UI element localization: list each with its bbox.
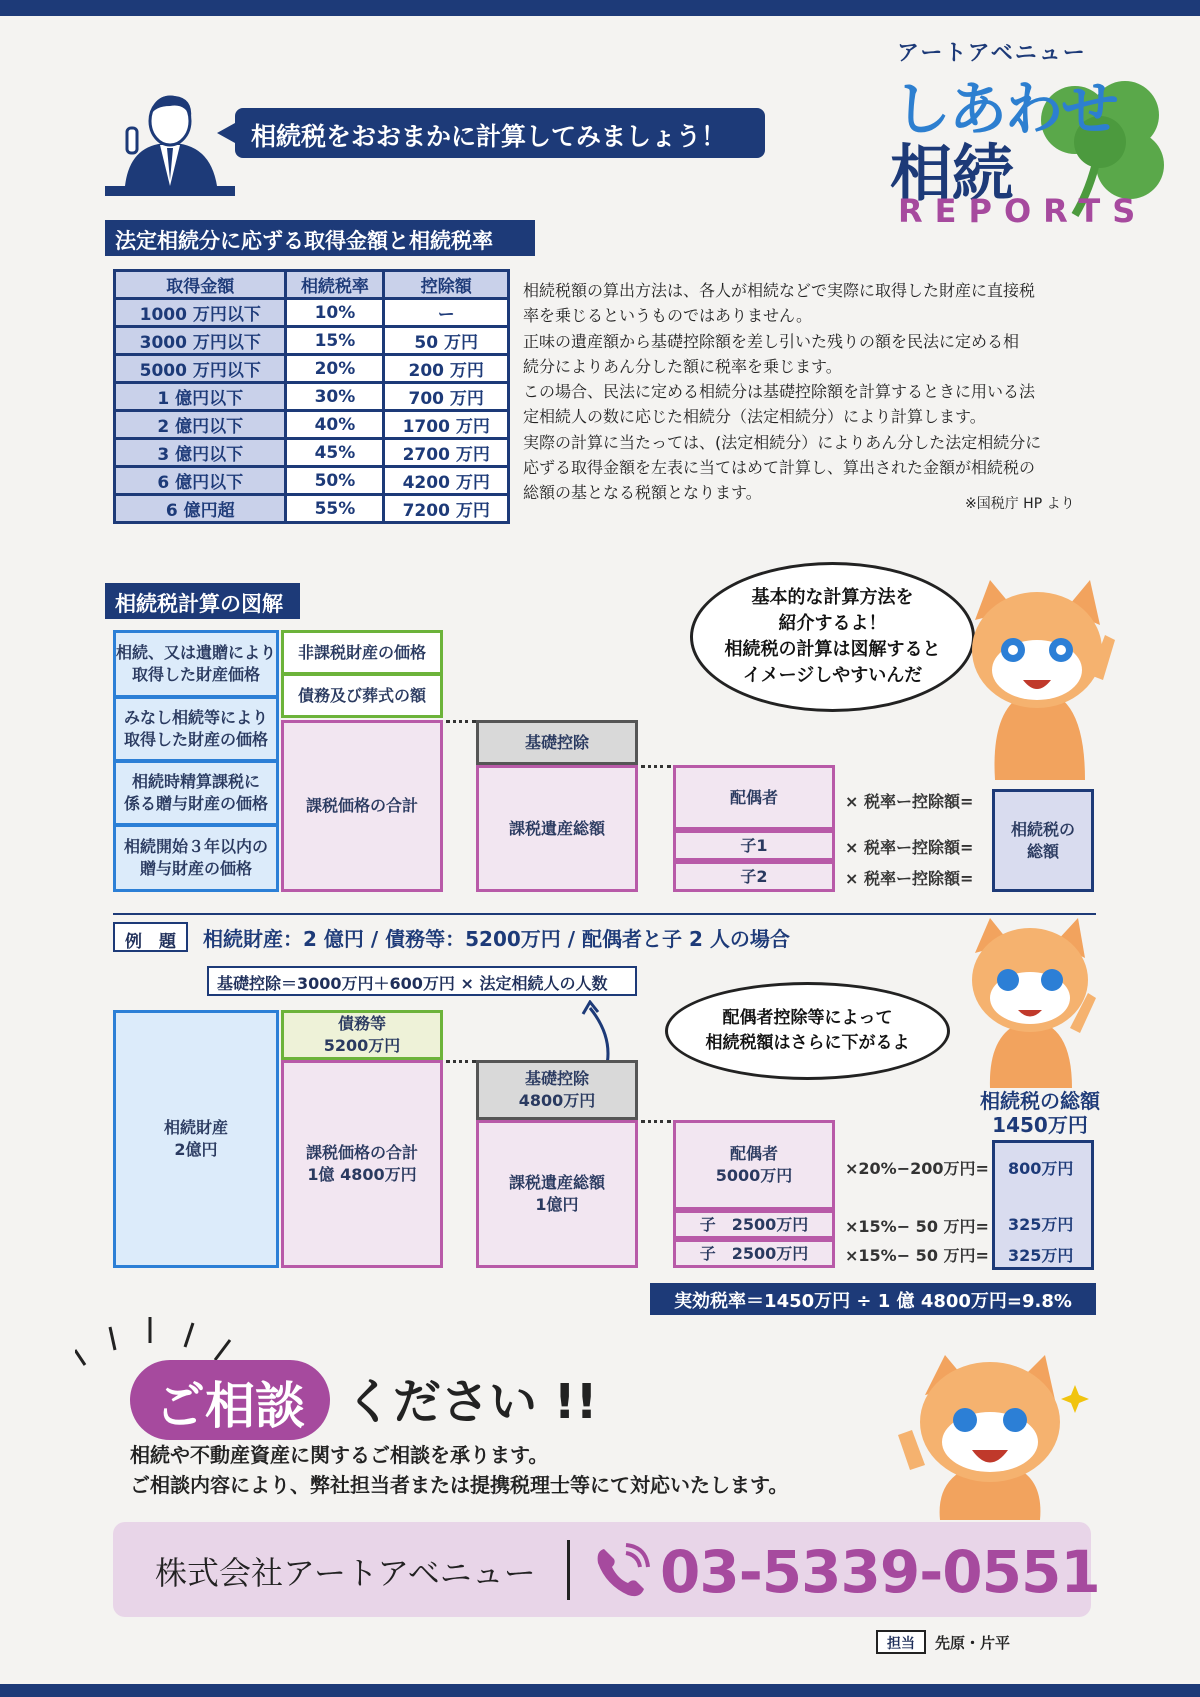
col-rate: 相続税率 — [286, 271, 384, 299]
cell: 50 万円 — [384, 327, 509, 355]
diagram-left-3: 相続時精算課税に 係る贈与財産の価格 — [113, 760, 279, 826]
effective-rate: 実効税率＝1450万円 ÷ 1 億 4800万円=9.8% — [650, 1283, 1096, 1315]
cell: 200 万円 — [384, 355, 509, 383]
explanation-line: 率を乗じるというものではありません。 — [523, 306, 812, 326]
consult-pill: ご相談 — [130, 1360, 330, 1440]
bubble-line: 基本的な計算方法を — [751, 587, 914, 608]
example-estate: 相続財産 2億円 — [113, 1010, 279, 1268]
table-row — [115, 439, 509, 467]
col-amount: 取得金額 — [115, 271, 286, 299]
dotted-line — [641, 1120, 671, 1123]
section-title-diagram: 相続税計算の図解 — [105, 583, 300, 619]
cell: 20% — [286, 355, 384, 383]
formula-op: × 税率ー控除額= — [845, 838, 974, 857]
formula-op: ×15%− 50 万円= — [845, 1217, 989, 1236]
consult-line: 相続や不動産資産に関するご相談を承ります。 — [130, 1443, 549, 1467]
explanation-line: 定相続人の数に応じた相続分（法定相続分）により計算します。 — [523, 407, 986, 427]
result-child-2: 325万円 — [1008, 1246, 1074, 1265]
cell: 40% — [286, 411, 384, 439]
example-child-1: 子 2500万円 — [673, 1210, 835, 1239]
cell: 1000 万円以下 — [115, 299, 286, 327]
bottom-bar — [0, 1684, 1200, 1697]
mascot-cat-pointing — [955, 580, 1120, 780]
cell: 3000 万円以下 — [115, 327, 286, 355]
table-row — [115, 467, 509, 495]
top-bar — [0, 0, 1200, 16]
table-row — [115, 299, 509, 327]
tanto-names: 先原・片平 — [935, 1634, 1011, 1652]
formula-op: ×20%−200万円= — [845, 1159, 989, 1178]
formula-op: × 税率ー控除額= — [845, 792, 974, 811]
consult-line: ご相談内容により、弊社担当者または提携税理士等にて対応いたします。 — [130, 1473, 789, 1497]
bubble-line: 相続税額はさらに下がるよ — [705, 1033, 910, 1053]
company-name: 株式会社アートアベニュー — [155, 1554, 536, 1592]
diagram-debt: 債務及び葬式の額 — [281, 673, 443, 718]
cell: 1700 万円 — [384, 411, 509, 439]
divider — [113, 913, 1096, 915]
speech-bubble-1 — [690, 562, 975, 712]
bubble-line: 配偶者控除等によって — [722, 1008, 893, 1028]
explanation-line: この場合、民法に定める相続分は基礎控除額を計算するときに用いる法 — [523, 382, 1036, 402]
rate-table — [113, 269, 510, 524]
example-tag: 例 題 — [113, 922, 188, 952]
formula-op: × 税率ー控除額= — [845, 869, 974, 888]
formula-op: ×15%− 50 万円= — [845, 1246, 989, 1265]
dotted-line — [446, 720, 476, 723]
bubble-line: 相続税の計算は図解すると — [724, 639, 941, 660]
cell: 2 億円以下 — [115, 411, 286, 439]
logo-company: アートアベニュー — [897, 41, 1087, 66]
diagram-left-4: 相続開始３年以内の 贈与財産の価格 — [113, 824, 279, 892]
example-conditions: 相続財産：2 億円 / 債務等：5200万円 / 配偶者と子 2 人の場合 — [203, 927, 790, 951]
logo-reports: REPORTS — [898, 192, 1148, 230]
dotted-line — [446, 1060, 476, 1063]
rate-table-header — [115, 271, 509, 299]
cell: 30% — [286, 383, 384, 411]
diagram-child-1: 子1 — [673, 830, 835, 861]
total-value: 1450万円 — [992, 1113, 1088, 1137]
headline: 相続税をおおまかに計算してみましょう！ — [235, 108, 765, 158]
speech-bubble-2 — [665, 982, 950, 1080]
phone-number[interactable]: 03-5339-0551 — [660, 1538, 1100, 1606]
cell: ー — [384, 299, 509, 327]
total-label: 相続税の総額 — [980, 1089, 1100, 1113]
cell: 55% — [286, 495, 384, 523]
cell: 700 万円 — [384, 383, 509, 411]
phone-icon — [592, 1543, 650, 1601]
diagram-total-tax: 相続税の 総額 — [992, 789, 1094, 892]
kiso-formula: 基礎控除＝3000万円＋600万円 × 法定相続人の人数 — [207, 966, 637, 996]
explanation-line: 相続税額の算出方法は、各人が相続などで実際に取得した財産に直接税 — [523, 281, 1036, 300]
table-row — [115, 495, 509, 523]
explanation-line: 実際の計算に当たっては、(法定相続分）によりあん分した法定相続分に — [523, 432, 1042, 452]
diagram-left-2: みなし相続等により 取得した財産の価格 — [113, 696, 279, 762]
section-title-rate: 法定相続分に応ずる取得金額と相続税率 — [105, 220, 535, 256]
explanation-line: 総額の基となる税額となります。 — [523, 483, 762, 503]
bubble-line: イメージしやすいんだ — [742, 665, 923, 686]
dotted-line — [641, 765, 671, 768]
cell: 50% — [286, 467, 384, 495]
explanation-text — [523, 278, 1103, 506]
table-row — [115, 411, 509, 439]
diagram-spouse: 配偶者 — [673, 765, 835, 830]
col-deduction: 控除額 — [384, 271, 509, 299]
table-row — [115, 383, 509, 411]
bubble-line: 紹介するよ！ — [778, 613, 887, 634]
example-taxable-estate: 課税遺産総額 1億円 — [476, 1120, 638, 1268]
cell: 45% — [286, 439, 384, 467]
explanation-line: 続分によりあん分した額に税率を乗じます。 — [523, 356, 842, 376]
logo-title-2: 相続 — [890, 137, 1015, 210]
diagram-kiso: 基礎控除 — [476, 720, 638, 765]
source-note: ※国税庁 HP より — [965, 496, 1075, 512]
businessman-illustration — [105, 88, 235, 206]
cell: 2700 万円 — [384, 439, 509, 467]
cell: 6 億円超 — [115, 495, 286, 523]
example-kiso: 基礎控除 4800万円 — [476, 1060, 638, 1120]
cell: 6 億円以下 — [115, 467, 286, 495]
table-row — [115, 327, 509, 355]
explanation-line: 応ずる取得金額を左表に当てはめて計算し、算出された金額が相続税の — [523, 458, 1036, 478]
consult-headline: ください !! — [345, 1374, 598, 1430]
result-child-1: 325万円 — [1008, 1215, 1074, 1234]
cell: 1 億円以下 — [115, 383, 286, 411]
diagram-taxable-estate: 課税遺産総額 — [476, 765, 638, 892]
table-row — [115, 355, 509, 383]
mascot-cat-crying — [960, 918, 1100, 1088]
diagram-left-1: 相続、又は遺贈により 取得した財産価格 — [113, 630, 279, 698]
explanation-line: 正味の遺産額から基礎控除額を差し引いた残りの額を民法に定める相 — [523, 331, 1020, 351]
cell: 3 億円以下 — [115, 439, 286, 467]
cell: 5000 万円以下 — [115, 355, 286, 383]
example-taxable-total: 課税価格の合計 1億 4800万円 — [281, 1060, 443, 1268]
diagram-child-2: 子2 — [673, 861, 835, 892]
consult-text — [130, 1440, 788, 1500]
result-spouse: 800万円 — [1008, 1159, 1074, 1178]
diagram-nontaxable: 非課税財産の価格 — [281, 630, 443, 675]
divider-vertical — [567, 1540, 570, 1600]
example-debt: 債務等 5200万円 — [281, 1010, 443, 1060]
cell: 10% — [286, 299, 384, 327]
mascot-cat-cheering — [890, 1350, 1090, 1520]
example-child-2: 子 2500万円 — [673, 1239, 835, 1268]
example-total — [965, 1089, 1115, 1137]
cell: 15% — [286, 327, 384, 355]
tanto-label: 担当 — [876, 1630, 926, 1654]
diagram-taxable-total: 課税価格の合計 — [281, 720, 443, 892]
logo-title-1: しあわせ — [893, 75, 1118, 143]
cell: 7200 万円 — [384, 495, 509, 523]
example-spouse: 配偶者 5000万円 — [673, 1120, 835, 1210]
cell: 4200 万円 — [384, 467, 509, 495]
